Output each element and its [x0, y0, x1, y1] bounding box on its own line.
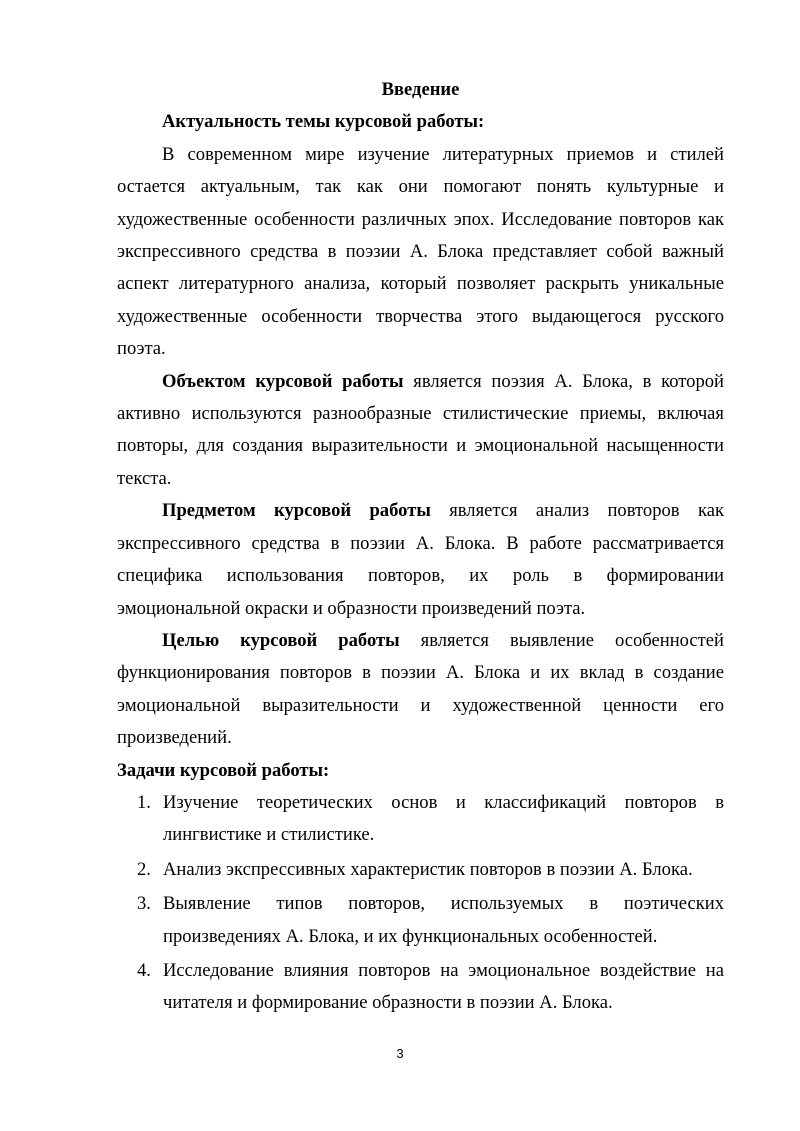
goal-label: Целью курсовой работы [162, 629, 400, 651]
tasks-title: Задачи курсовой работы: [117, 759, 330, 781]
subject-text: является анализ повторов как экспрессивного средства в поэзии А. Блока. В работе рассматривается специфика использования повторов, их роль в формировании эмоциональной окраски и образности произведений поэта. [117, 500, 724, 619]
object-text: является поэзия А. Блока, в которой активно используются разнообразные стилистические приемы, включая повторы, для создания выразительности и эмоциональной насыщенности текста. [117, 370, 724, 489]
subject-paragraph [117, 495, 724, 625]
task-item-3 [117, 888, 724, 953]
subject-label: Предметом курсовой работы [162, 500, 431, 522]
task-item-4 [117, 955, 724, 1020]
task-item-1 [117, 787, 724, 852]
document-page [117, 74, 724, 1022]
task-text: Выявление типов повторов, используемых в поэтических произведениях А. Блока, и их функциональных особенностей. [163, 893, 724, 947]
section-heading: Введение [381, 79, 460, 100]
relevance-title: Актуальность темы курсовой работы: [162, 111, 485, 133]
relevance-paragraph: В современном мире изучение литературных приемов и стилей остается актуальным, так как они помогают понять культурные и художественные особенности различных эпох. Исследование повторов как экспрессивного средства в поэзии А. Блока представляет собой важный аспект литературного анализа, который позволяет раскрыть уникальные художественные особенности творчества этого выдающегося русского поэта. [117, 143, 724, 360]
object-label: Объектом курсовой работы [162, 370, 404, 392]
object-paragraph [117, 366, 724, 496]
tasks-list [117, 787, 724, 1020]
task-text: Исследование влияния повторов на эмоциональное воздействие на читателя и формирование образности в поэзии А. Блока. [163, 959, 724, 1014]
task-text: Изучение теоретических основ и классификаций повторов в лингвистике и стилистике. [163, 791, 724, 846]
task-text: Анализ экспрессивных характеристик повторов в поэзии А. Блока. [163, 858, 693, 880]
task-number: 2. [137, 858, 151, 880]
task-number: 1. [137, 791, 151, 813]
page-number: 3 [396, 1046, 404, 1061]
goal-text: является выявление особенностей функционирования повторов в поэзии А. Блока и их вклад в создание эмоциональной выразительности и художественной ценности его произведений. [117, 629, 724, 749]
task-number: 3. [137, 893, 151, 915]
goal-paragraph [117, 625, 724, 755]
task-number: 4. [137, 959, 151, 981]
task-item-2 [117, 854, 724, 886]
